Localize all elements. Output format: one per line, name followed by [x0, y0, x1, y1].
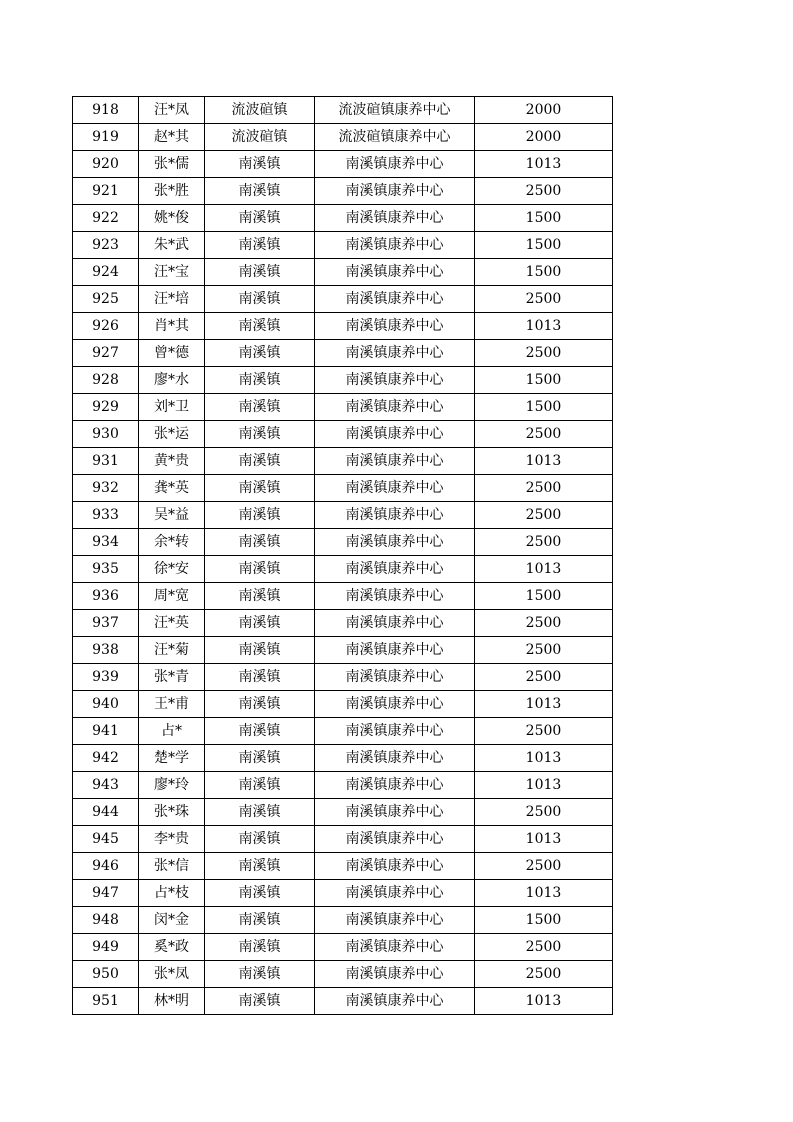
care-center-cell: 南溪镇康养中心 [315, 556, 475, 583]
table-row [73, 583, 613, 610]
amount-cell: 1013 [475, 556, 613, 583]
town-cell: 南溪镇 [205, 259, 315, 286]
table-row [73, 151, 613, 178]
person-name-cell: 张*儒 [139, 151, 205, 178]
person-name-cell: 廖*玲 [139, 772, 205, 799]
town-cell: 南溪镇 [205, 313, 315, 340]
row-number-cell: 922 [73, 205, 139, 232]
person-name-cell: 汪*凤 [139, 97, 205, 124]
care-center-cell: 南溪镇康养中心 [315, 313, 475, 340]
person-name-cell: 占*枝 [139, 880, 205, 907]
table-row [73, 799, 613, 826]
roster-table-body [73, 97, 613, 1015]
table-row [73, 205, 613, 232]
person-name-cell: 肖*其 [139, 313, 205, 340]
care-center-cell: 南溪镇康养中心 [315, 745, 475, 772]
row-number-cell: 948 [73, 907, 139, 934]
care-center-cell: 南溪镇康养中心 [315, 583, 475, 610]
amount-cell: 1500 [475, 583, 613, 610]
town-cell: 南溪镇 [205, 502, 315, 529]
amount-cell: 1013 [475, 988, 613, 1015]
care-center-cell: 南溪镇康养中心 [315, 205, 475, 232]
person-name-cell: 刘*卫 [139, 394, 205, 421]
row-number-cell: 919 [73, 124, 139, 151]
amount-cell: 1013 [475, 691, 613, 718]
amount-cell: 1013 [475, 772, 613, 799]
person-name-cell: 汪*培 [139, 286, 205, 313]
care-center-cell: 南溪镇康养中心 [315, 637, 475, 664]
row-number-cell: 931 [73, 448, 139, 475]
amount-cell: 1013 [475, 880, 613, 907]
town-cell: 南溪镇 [205, 637, 315, 664]
amount-cell: 2500 [475, 718, 613, 745]
amount-cell: 2500 [475, 421, 613, 448]
amount-cell: 1500 [475, 205, 613, 232]
care-center-cell: 南溪镇康养中心 [315, 907, 475, 934]
amount-cell: 2500 [475, 340, 613, 367]
row-number-cell: 938 [73, 637, 139, 664]
town-cell: 南溪镇 [205, 718, 315, 745]
row-number-cell: 950 [73, 961, 139, 988]
town-cell: 南溪镇 [205, 394, 315, 421]
town-cell: 流波碹镇 [205, 97, 315, 124]
table-row [73, 394, 613, 421]
table-row [73, 907, 613, 934]
row-number-cell: 927 [73, 340, 139, 367]
person-name-cell: 朱*武 [139, 232, 205, 259]
table-row [73, 529, 613, 556]
row-number-cell: 943 [73, 772, 139, 799]
row-number-cell: 925 [73, 286, 139, 313]
care-center-cell: 南溪镇康养中心 [315, 853, 475, 880]
town-cell: 南溪镇 [205, 826, 315, 853]
amount-cell: 2500 [475, 664, 613, 691]
row-number-cell: 945 [73, 826, 139, 853]
town-cell: 南溪镇 [205, 367, 315, 394]
table-row [73, 934, 613, 961]
person-name-cell: 占* [139, 718, 205, 745]
person-name-cell: 张*信 [139, 853, 205, 880]
care-center-cell: 南溪镇康养中心 [315, 772, 475, 799]
amount-cell: 2500 [475, 637, 613, 664]
care-center-cell: 南溪镇康养中心 [315, 502, 475, 529]
care-center-cell: 南溪镇康养中心 [315, 421, 475, 448]
table-row [73, 367, 613, 394]
town-cell: 南溪镇 [205, 340, 315, 367]
table-row [73, 232, 613, 259]
care-center-cell: 南溪镇康养中心 [315, 961, 475, 988]
row-number-cell: 933 [73, 502, 139, 529]
table-row [73, 664, 613, 691]
care-center-cell: 南溪镇康养中心 [315, 664, 475, 691]
person-name-cell: 奚*政 [139, 934, 205, 961]
person-name-cell: 廖*水 [139, 367, 205, 394]
table-row [73, 502, 613, 529]
person-name-cell: 张*青 [139, 664, 205, 691]
person-name-cell: 周*宽 [139, 583, 205, 610]
person-name-cell: 张*珠 [139, 799, 205, 826]
care-center-cell: 南溪镇康养中心 [315, 286, 475, 313]
table-row [73, 97, 613, 124]
town-cell: 南溪镇 [205, 205, 315, 232]
amount-cell: 2000 [475, 124, 613, 151]
roster-table [72, 96, 613, 1015]
town-cell: 南溪镇 [205, 448, 315, 475]
table-row [73, 448, 613, 475]
amount-cell: 1013 [475, 826, 613, 853]
care-center-cell: 南溪镇康养中心 [315, 367, 475, 394]
care-center-cell: 南溪镇康养中心 [315, 529, 475, 556]
table-row [73, 718, 613, 745]
person-name-cell: 林*明 [139, 988, 205, 1015]
row-number-cell: 949 [73, 934, 139, 961]
amount-cell: 1013 [475, 151, 613, 178]
town-cell: 南溪镇 [205, 286, 315, 313]
row-number-cell: 923 [73, 232, 139, 259]
person-name-cell: 余*转 [139, 529, 205, 556]
care-center-cell: 南溪镇康养中心 [315, 178, 475, 205]
table-row [73, 340, 613, 367]
town-cell: 流波碹镇 [205, 124, 315, 151]
row-number-cell: 934 [73, 529, 139, 556]
person-name-cell: 张*胜 [139, 178, 205, 205]
row-number-cell: 924 [73, 259, 139, 286]
table-row [73, 691, 613, 718]
amount-cell: 2500 [475, 502, 613, 529]
amount-cell: 1500 [475, 394, 613, 421]
town-cell: 南溪镇 [205, 664, 315, 691]
person-name-cell: 闵*金 [139, 907, 205, 934]
row-number-cell: 929 [73, 394, 139, 421]
amount-cell: 2500 [475, 799, 613, 826]
amount-cell: 1013 [475, 448, 613, 475]
row-number-cell: 939 [73, 664, 139, 691]
amount-cell: 2500 [475, 178, 613, 205]
care-center-cell: 南溪镇康养中心 [315, 880, 475, 907]
care-center-cell: 南溪镇康养中心 [315, 232, 475, 259]
table-row [73, 772, 613, 799]
row-number-cell: 921 [73, 178, 139, 205]
town-cell: 南溪镇 [205, 610, 315, 637]
care-center-cell: 南溪镇康养中心 [315, 826, 475, 853]
table-row [73, 124, 613, 151]
amount-cell: 1500 [475, 907, 613, 934]
row-number-cell: 947 [73, 880, 139, 907]
table-row [73, 421, 613, 448]
row-number-cell: 937 [73, 610, 139, 637]
person-name-cell: 汪*英 [139, 610, 205, 637]
row-number-cell: 940 [73, 691, 139, 718]
person-name-cell: 张*运 [139, 421, 205, 448]
amount-cell: 2500 [475, 610, 613, 637]
table-row [73, 556, 613, 583]
town-cell: 南溪镇 [205, 475, 315, 502]
table-row [73, 313, 613, 340]
amount-cell: 1500 [475, 259, 613, 286]
table-row [73, 745, 613, 772]
town-cell: 南溪镇 [205, 853, 315, 880]
care-center-cell: 南溪镇康养中心 [315, 799, 475, 826]
amount-cell: 1500 [475, 367, 613, 394]
person-name-cell: 黄*贵 [139, 448, 205, 475]
table-row [73, 826, 613, 853]
town-cell: 南溪镇 [205, 583, 315, 610]
table-row [73, 880, 613, 907]
town-cell: 南溪镇 [205, 961, 315, 988]
row-number-cell: 920 [73, 151, 139, 178]
town-cell: 南溪镇 [205, 529, 315, 556]
care-center-cell: 南溪镇康养中心 [315, 340, 475, 367]
town-cell: 南溪镇 [205, 178, 315, 205]
person-name-cell: 赵*其 [139, 124, 205, 151]
person-name-cell: 李*贵 [139, 826, 205, 853]
town-cell: 南溪镇 [205, 907, 315, 934]
amount-cell: 2500 [475, 853, 613, 880]
person-name-cell: 徐*安 [139, 556, 205, 583]
person-name-cell: 汪*菊 [139, 637, 205, 664]
amount-cell: 1500 [475, 232, 613, 259]
amount-cell: 1013 [475, 745, 613, 772]
amount-cell: 2000 [475, 97, 613, 124]
care-center-cell: 南溪镇康养中心 [315, 691, 475, 718]
care-center-cell: 南溪镇康养中心 [315, 988, 475, 1015]
person-name-cell: 龚*英 [139, 475, 205, 502]
town-cell: 南溪镇 [205, 799, 315, 826]
row-number-cell: 951 [73, 988, 139, 1015]
amount-cell: 2500 [475, 529, 613, 556]
care-center-cell: 流波碹镇康养中心 [315, 97, 475, 124]
person-name-cell: 汪*宝 [139, 259, 205, 286]
care-center-cell: 南溪镇康养中心 [315, 448, 475, 475]
person-name-cell: 曾*德 [139, 340, 205, 367]
person-name-cell: 王*甫 [139, 691, 205, 718]
person-name-cell: 吴*益 [139, 502, 205, 529]
town-cell: 南溪镇 [205, 421, 315, 448]
person-name-cell: 姚*俊 [139, 205, 205, 232]
table-row [73, 475, 613, 502]
town-cell: 南溪镇 [205, 745, 315, 772]
town-cell: 南溪镇 [205, 988, 315, 1015]
table-row [73, 988, 613, 1015]
care-center-cell: 南溪镇康养中心 [315, 394, 475, 421]
care-center-cell: 南溪镇康养中心 [315, 718, 475, 745]
amount-cell: 2500 [475, 286, 613, 313]
row-number-cell: 935 [73, 556, 139, 583]
row-number-cell: 918 [73, 97, 139, 124]
table-row [73, 637, 613, 664]
care-center-cell: 南溪镇康养中心 [315, 610, 475, 637]
person-name-cell: 张*凤 [139, 961, 205, 988]
table-row [73, 961, 613, 988]
care-center-cell: 南溪镇康养中心 [315, 934, 475, 961]
town-cell: 南溪镇 [205, 880, 315, 907]
row-number-cell: 928 [73, 367, 139, 394]
amount-cell: 2500 [475, 475, 613, 502]
town-cell: 南溪镇 [205, 772, 315, 799]
table-row [73, 286, 613, 313]
town-cell: 南溪镇 [205, 934, 315, 961]
row-number-cell: 941 [73, 718, 139, 745]
row-number-cell: 932 [73, 475, 139, 502]
row-number-cell: 930 [73, 421, 139, 448]
person-name-cell: 楚*学 [139, 745, 205, 772]
town-cell: 南溪镇 [205, 232, 315, 259]
care-center-cell: 南溪镇康养中心 [315, 259, 475, 286]
care-center-cell: 南溪镇康养中心 [315, 475, 475, 502]
row-number-cell: 936 [73, 583, 139, 610]
table-row [73, 178, 613, 205]
amount-cell: 1013 [475, 313, 613, 340]
town-cell: 南溪镇 [205, 691, 315, 718]
town-cell: 南溪镇 [205, 556, 315, 583]
amount-cell: 2500 [475, 934, 613, 961]
amount-cell: 2500 [475, 961, 613, 988]
table-row [73, 259, 613, 286]
row-number-cell: 926 [73, 313, 139, 340]
table-row [73, 853, 613, 880]
row-number-cell: 942 [73, 745, 139, 772]
care-center-cell: 流波碹镇康养中心 [315, 124, 475, 151]
row-number-cell: 944 [73, 799, 139, 826]
care-center-cell: 南溪镇康养中心 [315, 151, 475, 178]
row-number-cell: 946 [73, 853, 139, 880]
town-cell: 南溪镇 [205, 151, 315, 178]
table-row [73, 610, 613, 637]
